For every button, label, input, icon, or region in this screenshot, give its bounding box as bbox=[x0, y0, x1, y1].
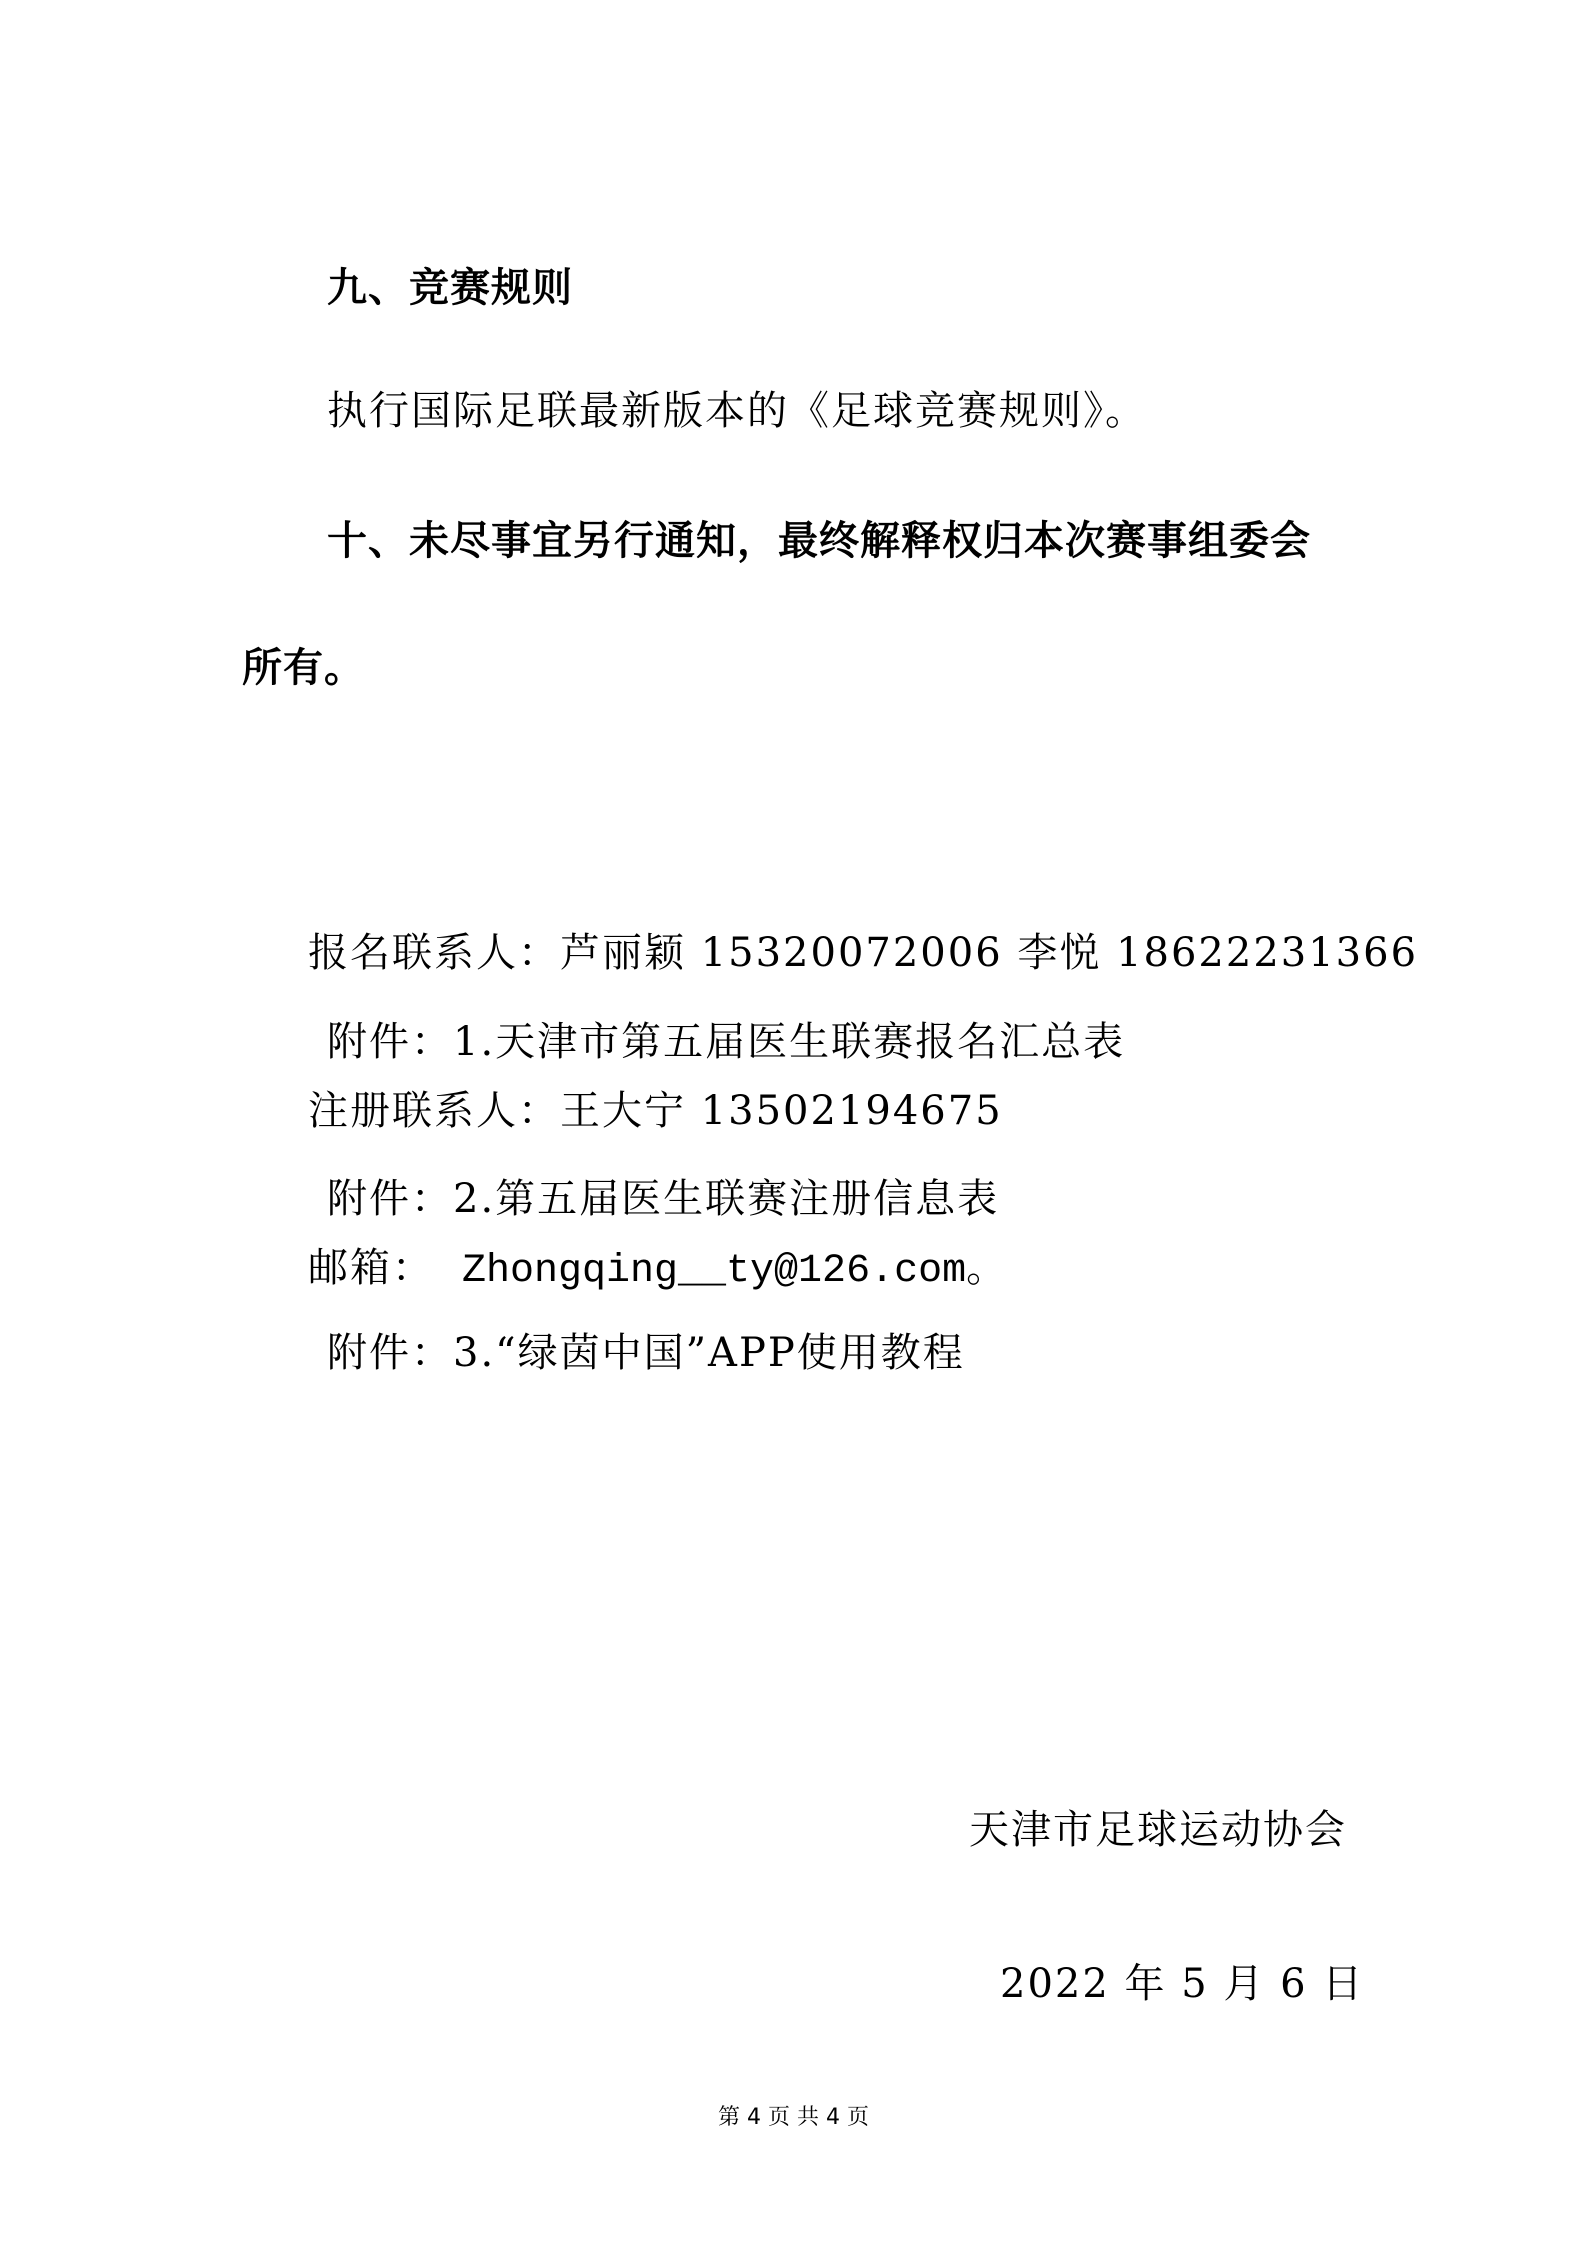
signature-date: 2022 年 5 月 6 日 bbox=[1000, 1961, 1365, 2007]
email-contact bbox=[308, 1243, 1006, 1297]
signup-contact-label: 注册联系人： bbox=[308, 1088, 560, 1134]
page-indicator: 第 4 页 共 4 页 bbox=[718, 2105, 869, 2130]
registration-contact-value: 芦丽颖 15320072006 李悦 18622231366 bbox=[560, 930, 1419, 976]
section-9-body: 执行国际足联最新版本的《足球竞赛规则》。 bbox=[327, 388, 1147, 434]
attachment-3: 附件：3.“绿茵中国”APP使用教程 bbox=[327, 1330, 965, 1376]
signup-contact bbox=[308, 1086, 1003, 1136]
registration-contact-label: 报名联系人： bbox=[308, 930, 560, 976]
section-10-heading: 十、未尽事宜另行通知，最终解释权归本次赛事组委会 bbox=[327, 518, 1311, 564]
attachment-1: 附件：1.天津市第五届医生联赛报名汇总表 bbox=[327, 1019, 1126, 1065]
attachment-2: 附件：2.第五届医生联赛注册信息表 bbox=[327, 1176, 1000, 1222]
registration-contact bbox=[308, 928, 1418, 978]
email-label: 邮箱： bbox=[308, 1245, 434, 1291]
signup-contact-value: 王大宁 13502194675 bbox=[560, 1088, 1003, 1134]
section-9-heading: 九、竞赛规则 bbox=[327, 265, 573, 311]
signature-organization: 天津市足球运动协会 bbox=[969, 1807, 1347, 1853]
section-10-heading-continued: 所有。 bbox=[242, 645, 365, 691]
email-value: Zhongqing__ty@126.com。 bbox=[462, 1249, 1007, 1294]
